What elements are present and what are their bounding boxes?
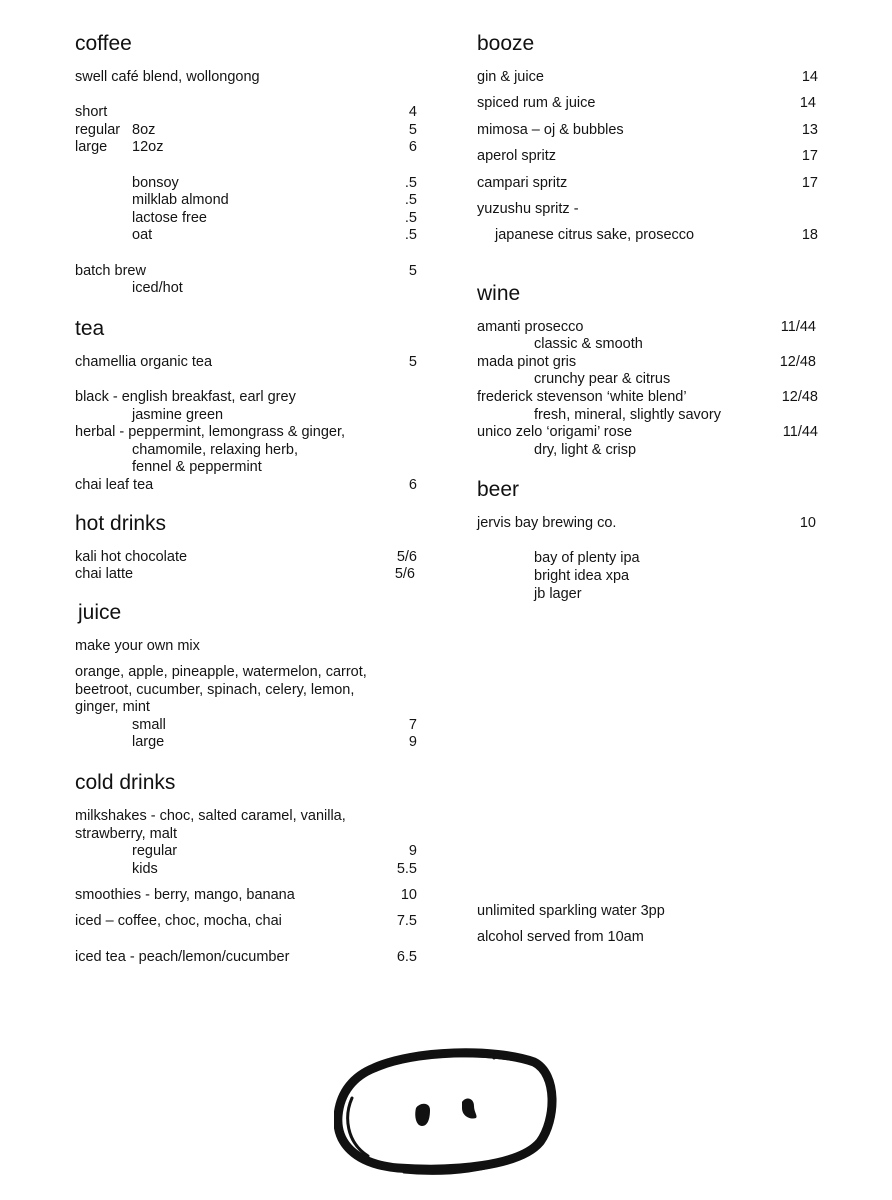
batch-brew-note: iced/hot bbox=[132, 280, 183, 296]
tea-herbal-line: fennel & peppermint bbox=[132, 459, 262, 475]
yuzushu-price: 18 bbox=[801, 227, 818, 243]
booze-item-price: 14 bbox=[799, 95, 816, 111]
beer-brewery: jervis bay brewing co. bbox=[477, 515, 617, 531]
beer-item: jb lager bbox=[534, 586, 582, 602]
iced-drinks-label: iced – coffee, choc, mocha, chai bbox=[75, 913, 282, 929]
booze-item-name: campari spritz bbox=[477, 175, 568, 191]
juice-intro: make your own mix bbox=[75, 638, 200, 654]
brush-stroke-face-logo-icon bbox=[334, 1046, 560, 1178]
batch-brew-label: batch brew bbox=[75, 263, 146, 279]
chai-leaf-price: 6 bbox=[408, 477, 417, 493]
juice-ingredients-line: ginger, mint bbox=[75, 699, 150, 715]
beer-price: 10 bbox=[799, 515, 816, 531]
chamellia-price: 5 bbox=[408, 354, 417, 370]
booze-item-price: 17 bbox=[801, 148, 818, 164]
milk-option-price: .5 bbox=[404, 227, 417, 243]
milkshake-kids-label: kids bbox=[132, 861, 158, 877]
milk-option-name: oat bbox=[132, 227, 153, 243]
wine-item-price: 12/48 bbox=[779, 354, 816, 370]
coffee-short-price: 4 bbox=[408, 104, 417, 120]
wine-item-name: unico zelo ‘origami’ rose bbox=[477, 424, 633, 440]
wine-item-name: frederick stevenson ‘white blend’ bbox=[477, 389, 687, 405]
hot-drink-price: 5/6 bbox=[396, 549, 417, 565]
milkshake-regular-price: 9 bbox=[408, 843, 417, 859]
booze-item-name: gin & juice bbox=[477, 69, 544, 85]
sparkling-water-note: unlimited sparkling water 3pp bbox=[477, 903, 665, 919]
juice-heading: juice bbox=[78, 601, 122, 624]
beer-heading: beer bbox=[477, 478, 520, 501]
booze-heading: booze bbox=[477, 32, 535, 55]
milk-option-price: .5 bbox=[404, 175, 417, 191]
wine-item-desc: crunchy pear & citrus bbox=[534, 371, 671, 387]
wine-item-name: amanti prosecco bbox=[477, 319, 584, 335]
milk-option-name: milklab almond bbox=[132, 192, 229, 208]
batch-brew-price: 5 bbox=[408, 263, 417, 279]
hot-drink-price: 5/6 bbox=[394, 566, 415, 582]
wine-item-desc: dry, light & crisp bbox=[534, 442, 637, 458]
tea-herbal-line: chamomile, relaxing herb, bbox=[132, 442, 299, 458]
booze-item-name: aperol spritz bbox=[477, 148, 556, 164]
coffee-regular-size: 8oz bbox=[132, 122, 156, 138]
wine-item-price: 11/44 bbox=[782, 424, 818, 440]
milk-option-price: .5 bbox=[404, 210, 417, 226]
wine-item-name: mada pinot gris bbox=[477, 354, 577, 370]
coffee-large-size: 12oz bbox=[132, 139, 164, 155]
smoothies-label: smoothies - berry, mango, banana bbox=[75, 887, 295, 903]
chamellia-label: chamellia organic tea bbox=[75, 354, 213, 370]
coffee-large-price: 6 bbox=[408, 139, 417, 155]
alcohol-hours-note: alcohol served from 10am bbox=[477, 929, 644, 945]
wine-item-price: 12/48 bbox=[781, 389, 818, 405]
booze-item-name: spiced rum & juice bbox=[477, 95, 596, 111]
coffee-regular-label: regular bbox=[75, 122, 121, 138]
wine-item-desc: fresh, mineral, slightly savory bbox=[534, 407, 721, 423]
milk-option-price: .5 bbox=[404, 192, 417, 208]
milk-option-name: lactose free bbox=[132, 210, 207, 226]
milkshake-line: milkshakes - choc, salted caramel, vanilla, bbox=[75, 808, 346, 824]
hot-drinks-heading: hot drinks bbox=[75, 512, 167, 535]
juice-ingredients-line: beetroot, cucumber, spinach, celery, lemon, bbox=[75, 682, 355, 698]
yuzushu-desc: japanese citrus sake, prosecco bbox=[495, 227, 695, 243]
iced-tea-price: 6.5 bbox=[396, 949, 417, 965]
milkshake-regular-label: regular bbox=[132, 843, 178, 859]
juice-large-price: 9 bbox=[408, 734, 417, 750]
hot-drink-name: kali hot chocolate bbox=[75, 549, 188, 565]
wine-heading: wine bbox=[477, 282, 521, 305]
cold-drinks-heading: cold drinks bbox=[75, 771, 176, 794]
milkshake-kids-price: 5.5 bbox=[396, 861, 417, 877]
juice-small-label: small bbox=[132, 717, 166, 733]
booze-item-price: 13 bbox=[801, 122, 818, 138]
milk-option-name: bonsoy bbox=[132, 175, 179, 191]
coffee-large-label: large bbox=[75, 139, 108, 155]
iced-drinks-price: 7.5 bbox=[396, 913, 417, 929]
milkshake-line: strawberry, malt bbox=[75, 826, 178, 842]
booze-item-price: 17 bbox=[801, 175, 818, 191]
tea-black-line: black - english breakfast, earl grey bbox=[75, 389, 296, 405]
tea-heading: tea bbox=[75, 317, 105, 340]
coffee-subtitle: swell café blend, wollongong bbox=[75, 69, 260, 85]
iced-tea-label: iced tea - peach/lemon/cucumber bbox=[75, 949, 290, 965]
booze-item-price: 14 bbox=[801, 69, 818, 85]
hot-drink-name: chai latte bbox=[75, 566, 134, 582]
smoothies-price: 10 bbox=[400, 887, 417, 903]
juice-ingredients-line: orange, apple, pineapple, watermelon, carrot, bbox=[75, 664, 367, 680]
beer-item: bright idea xpa bbox=[534, 568, 630, 584]
beer-item: bay of plenty ipa bbox=[534, 550, 640, 566]
tea-herbal-line: herbal - peppermint, lemongrass & ginger, bbox=[75, 424, 346, 440]
coffee-short-label: short bbox=[75, 104, 108, 120]
yuzushu-label: yuzushu spritz - bbox=[477, 201, 579, 217]
juice-small-price: 7 bbox=[408, 717, 417, 733]
wine-item-desc: classic & smooth bbox=[534, 336, 643, 352]
coffee-heading: coffee bbox=[75, 32, 132, 55]
tea-black-line: jasmine green bbox=[132, 407, 224, 423]
juice-large-label: large bbox=[132, 734, 165, 750]
chai-leaf-label: chai leaf tea bbox=[75, 477, 154, 493]
wine-item-price: 11/44 bbox=[780, 319, 816, 335]
coffee-regular-price: 5 bbox=[408, 122, 417, 138]
booze-item-name: mimosa – oj & bubbles bbox=[477, 122, 624, 138]
